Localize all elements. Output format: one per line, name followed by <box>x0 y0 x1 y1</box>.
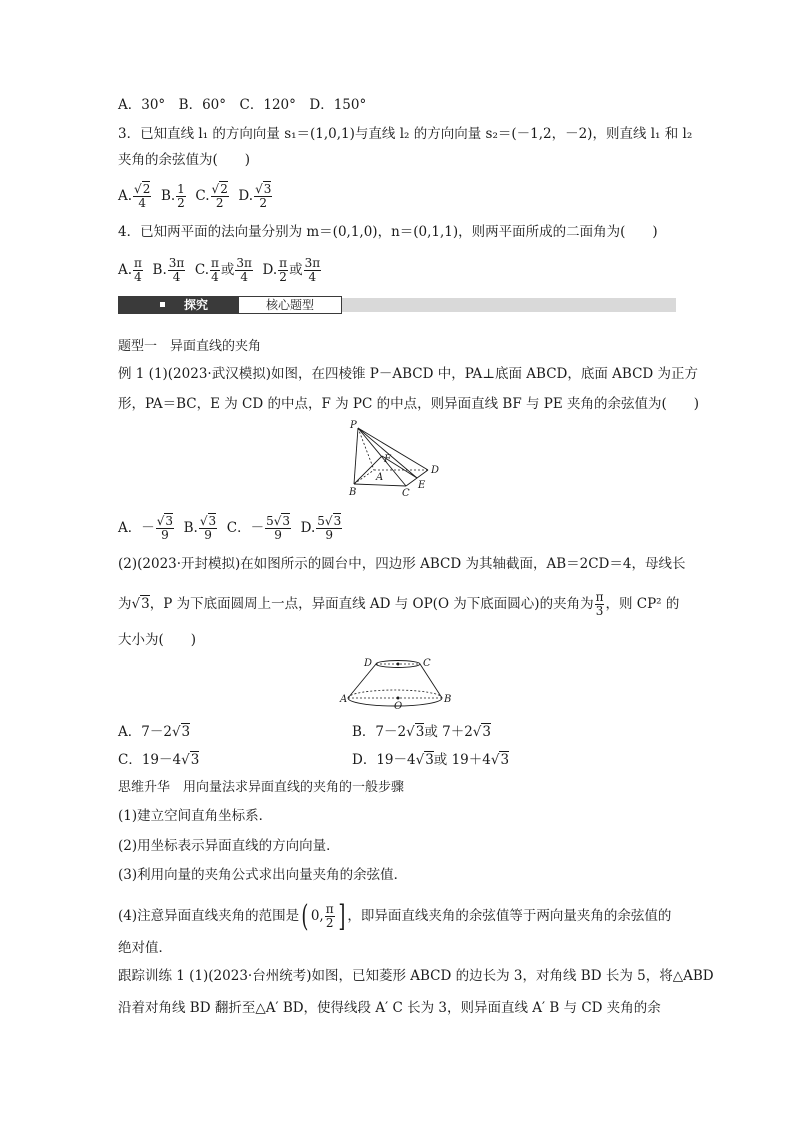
summary-step4-end: 绝对值． <box>118 940 172 956</box>
q3-opt-a-value: √ $\frac{2}{4}$ <box>133 183 151 210</box>
q4-opt-c-label: C. <box>194 262 210 278</box>
label-c: C <box>402 488 410 499</box>
q3-opt-b-label: B. <box>160 188 176 204</box>
banner-tag-explore <box>118 296 238 314</box>
q3-opt-b-value: $\frac{1}{2}$ <box>177 182 185 210</box>
label-f: F <box>384 454 391 465</box>
summary-range-zero: 0, <box>310 908 324 924</box>
ex1-p2-line2-part-a: 为 <box>118 596 132 612</box>
ex1-p2-line2 <box>118 586 679 622</box>
summary-step4-part-b: ，即异面直线夹角的余弦值等于两向量夹角的余弦值的 <box>347 908 672 924</box>
label-d2: D <box>364 658 373 669</box>
ex1-line1: 例 1 (1)(2023·武汉模拟)如图，在四棱锥 P－ABCD 中，PA⊥底面 ABCD，底面 ABCD 为正方 <box>118 366 699 382</box>
pyramid-figure <box>346 420 446 502</box>
q4-opt-b-label: B. <box>152 262 167 278</box>
q3-opt-a-label: A. <box>118 188 133 204</box>
label-o: O <box>394 701 403 710</box>
ex1-p2-opt-a: A．7－2√ 3 <box>118 722 190 742</box>
q3-options <box>118 176 273 216</box>
ex1-opt-d-value: $\frac{5√ 3}{9}$ <box>316 515 342 542</box>
summary-title: 思维升华 用向量法求异面直线的夹角的一般步骤 <box>118 780 405 795</box>
ex1-opt-c-label: C．－ <box>226 520 265 536</box>
summary-step4-part-a: (4)注意异面直线夹角的范围是 <box>118 908 300 924</box>
ex1-p2-opt-d: D．19－4√ 3或 19＋4√ 3 <box>352 750 509 770</box>
label-b: B <box>349 487 357 498</box>
ex1-opt-b-label: B. <box>183 520 198 536</box>
banner-left-text: 探究 <box>184 298 209 312</box>
ex1-p2-opt-c: C．19－4√ 3 <box>118 750 199 770</box>
q4-options <box>118 250 322 290</box>
type1-title: 题型一 异面直线的夹角 <box>118 339 262 354</box>
label-a: A <box>376 472 384 483</box>
label-c2: C <box>423 658 431 669</box>
summary-step2: (2)用坐标表示异面直线的方向向量． <box>118 838 340 854</box>
q4-opt-d-or: 或 <box>289 262 303 278</box>
label-b2: B <box>444 694 452 705</box>
frustum-figure <box>338 654 458 710</box>
banner-tag-core: 核心题型 <box>238 296 342 314</box>
q3-opt-c-label: C. <box>195 188 210 204</box>
q4-opt-c-or: 或 <box>220 262 235 278</box>
label-a2: A <box>340 694 348 705</box>
label-p: P <box>350 420 357 431</box>
square-bullet-icon <box>160 302 165 307</box>
ex1-opt-b-value: √ $\frac{3}{9}$ <box>199 515 217 542</box>
q3-opt-d-label: D. <box>238 188 254 204</box>
ex1-p2-sqrt3: 3 <box>141 596 150 612</box>
q4-opt-b-value: $\frac{3\pi}{4}$ <box>168 256 185 284</box>
ex1-opt-a-label: A．－ <box>118 520 155 536</box>
ex1-opt-d-label: D. <box>300 520 316 536</box>
q4-opt-d-value2: $\frac{3\pi}{4}$ <box>304 256 321 284</box>
ex1-opt-c-value: $\frac{5√ 3}{9}$ <box>265 515 291 542</box>
q4-opt-c-value2: $\frac{3\pi}{4}$ <box>236 256 252 284</box>
track1-line1: 跟踪训练 1 (1)(2023·台州统考)如图，已知菱形 ABCD 的边长为 3，对角线 BD 长为 5，将△ABD <box>118 968 714 984</box>
q4-stem: 4．已知两平面的法向量分别为 m＝(0,1,0)，n＝(0,1,1)，则两平面所成的二面角为( ) <box>118 224 658 240</box>
ex1-p1-options <box>118 508 343 548</box>
q3-opt-c-value: √ $\frac{2}{2}$ <box>211 183 229 210</box>
summary-step3: (3)利用向量的夹角公式求出向量夹角的余弦值． <box>118 867 408 883</box>
section-banner <box>118 296 676 314</box>
ex1-p2-line3: 大小为( ) <box>118 632 197 648</box>
summary-step1: (1)建立空间直角坐标系． <box>118 808 273 824</box>
q4-opt-a-label: A. <box>118 262 133 278</box>
ex1-p2-line1: (2)(2023·开封模拟)在如图所示的圆台中，四边形 ABCD 为其轴截面，AB＝2CD＝4，母线长 <box>118 556 686 572</box>
ex1-p2-angle: $\frac{\pi}{3}$ <box>595 590 604 618</box>
label-e: E <box>418 480 426 491</box>
track1-line2: 沿着对角线 BD 翻折至△A′ BD，使得线段 A′ C 长为 3，则异面直线 A′ B 与 CD 夹角的余 <box>118 1000 661 1016</box>
ex1-opt-a-value: √ $\frac{3}{9}$ <box>156 515 174 542</box>
label-d: D <box>431 465 440 476</box>
q4-opt-d-label: D. <box>262 262 278 278</box>
ex1-p2-line2-part-c: ，则 CP² 的 <box>605 596 680 612</box>
q4-opt-d-value1: $\frac{\pi}{2}$ <box>279 256 288 284</box>
left-paren: ( <box>301 898 309 934</box>
q3-opt-d-value: √ $\frac{3}{2}$ <box>254 183 272 210</box>
ex1-line2: 形，PA＝BC，E 为 CD 的中点，F 为 PC 的中点，则异面直线 BF 与 PE 夹角的余弦值为( ) <box>118 396 700 412</box>
summary-step4 <box>118 896 671 936</box>
ex1-p2-line2-part-b: ，P 为下底面圆周上一点，异面直线 AD 与 OP(O 为下底面圆心)的夹角为 <box>149 596 594 612</box>
q4-opt-c-value1: $\frac{\pi}{4}$ <box>211 256 219 284</box>
q3-stem-line1: 3．已知直线 l₁ 的方向向量 s₁＝(1,0,1)与直线 l₂ 的方向向量 s₂＝(－1,2，－2)，则直线 l₁ 和 l₂ <box>118 126 693 142</box>
q2-options: A．30° B．60° C．120° D．150° <box>118 97 367 113</box>
summary-range-upper: $\frac{\pi}{2}$ <box>325 902 334 930</box>
q3-stem-line2: 夹角的余弦值为( ) <box>118 152 251 168</box>
ex1-p2-opt-b: B．7－2√ 3或 7＋2√ 3 <box>352 722 491 742</box>
q4-opt-a-value: $\frac{\pi}{4}$ <box>134 256 142 284</box>
right-bracket: ] <box>337 898 345 934</box>
